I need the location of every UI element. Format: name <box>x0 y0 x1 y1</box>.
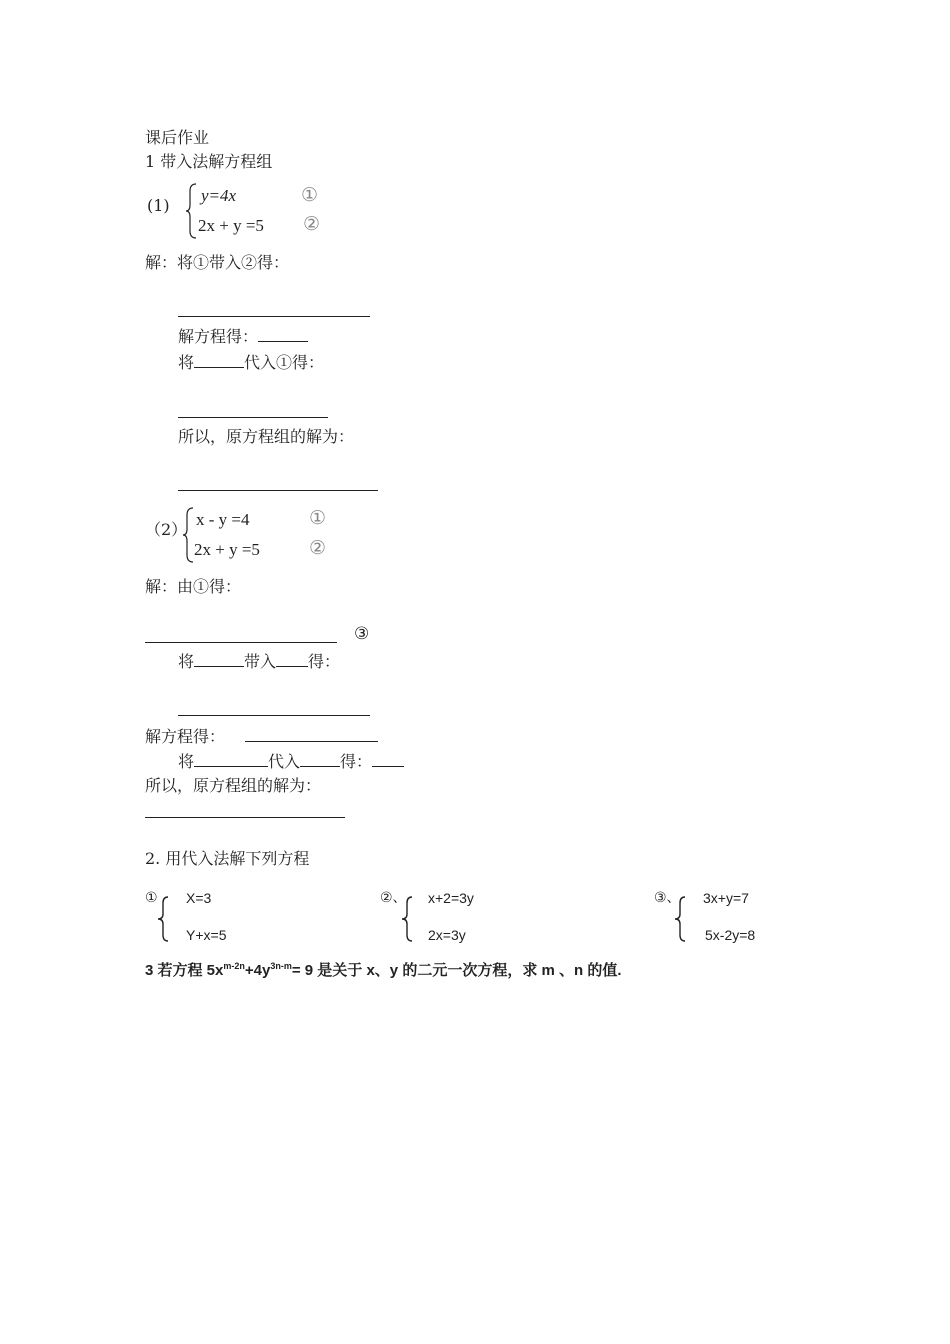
p1-answer-line-2 <box>178 417 328 418</box>
p1-blank-value <box>194 352 244 368</box>
p1-step3: 将 代入①得： <box>178 353 325 372</box>
q2-heading: 2. 用代入法解下列方程 <box>145 849 310 868</box>
q2-system3-brace <box>673 896 687 942</box>
p1-step2: 解方程得： <box>178 326 308 347</box>
p2-answer-line-2 <box>178 715 370 716</box>
p2-eq1-mark: ① <box>309 507 327 529</box>
q1-heading: 1 带入法解方程组 <box>145 152 273 171</box>
p2-blank-target <box>300 751 340 767</box>
p2-blank-solution <box>245 726 378 742</box>
p2-answer-line-3 <box>145 817 345 818</box>
p2-step2: 将 带入 得： <box>178 652 341 671</box>
p1-eq2: 2x + y =5 <box>198 216 264 235</box>
p1-step4: 所以，原方程组的解为： <box>178 427 355 446</box>
p2-blank-result <box>372 751 404 767</box>
p2-step3: 解方程得： <box>145 726 378 747</box>
p2-blank-value <box>194 751 268 767</box>
p1-eq1: y=4x <box>201 186 237 205</box>
p2-blank-eq <box>276 651 308 667</box>
q3-text: 3 若方程 $5x^{m-2n}+4y^{3n-m}= 9$ 是关于 x、y 的二元一次方程，求 m 、n 的值. <box>145 961 622 979</box>
q2-system3-eq2: 5x-2y=8 <box>705 927 756 943</box>
p1-blank-solution <box>258 326 308 342</box>
p1-eq2-mark: ② <box>303 213 321 235</box>
q2-system1-eq1: X=3 <box>186 890 212 906</box>
q2-system2-brace <box>400 896 414 942</box>
p1-brace <box>186 183 198 239</box>
p2-step4: 将 代入 得： <box>178 751 404 772</box>
p2-step1: 解：由①得： <box>145 577 242 596</box>
q2-system1-eq2: Y+x=5 <box>186 927 227 943</box>
p1-answer-line-3 <box>178 490 378 491</box>
p2-answer-line-1 <box>145 642 337 643</box>
p2-line3-mark: ③ <box>354 624 370 644</box>
q2-system1-mark: ① <box>145 889 158 905</box>
p1-answer-line-1 <box>178 316 370 317</box>
p1-label: (1) <box>147 196 170 215</box>
q2-system2-eq2: 2x=3y <box>428 927 466 943</box>
q2-system2-eq1: x+2=3y <box>428 890 474 906</box>
q3-exponent-1: m-2n <box>223 961 245 971</box>
p1-eq1-mark: ① <box>301 184 319 206</box>
p2-label: （2） <box>145 520 188 539</box>
p2-step5: 所以，原方程组的解为： <box>145 776 322 795</box>
q2-system1-brace <box>156 896 170 942</box>
page-title: 课后作业 <box>145 128 210 147</box>
q3-exponent-2: 3n-m <box>270 961 292 971</box>
q2-system3-mark: ③、 <box>654 889 681 905</box>
q2-system2-mark: ②、 <box>380 889 407 905</box>
p2-eq1: x - y =4 <box>196 510 250 529</box>
p2-blank-expr <box>194 651 244 667</box>
p2-eq2: 2x + y =5 <box>194 540 260 559</box>
p2-eq2-mark: ② <box>309 537 327 559</box>
p1-step1: 解：将①带入②得： <box>145 253 290 272</box>
q2-system3-eq1: 3x+y=7 <box>703 890 749 906</box>
